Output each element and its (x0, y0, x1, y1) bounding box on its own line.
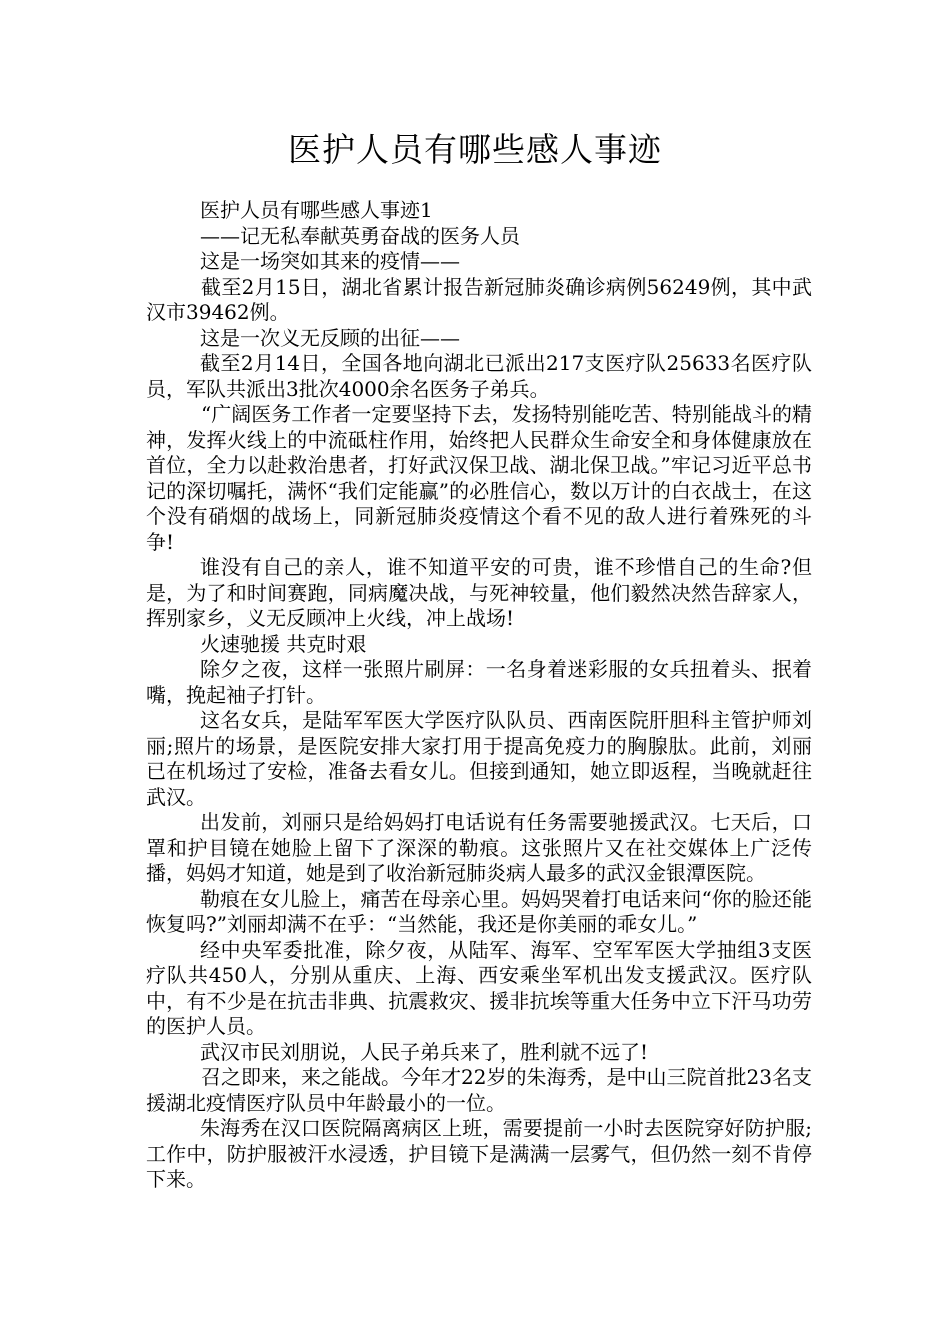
paragraph: 召之即来，来之能战。今年才22岁的朱海秀，是中山三院首批23名支援湖北疫情医疗队员中年龄最小的一位。 (146, 1065, 812, 1115)
paragraph: 勒痕在女儿脸上，痛苦在母亲心里。妈妈哭着打电话来问“你的脸还能恢复吗?”刘丽却满不在乎：“当然能，我还是你美丽的乖女儿。” (146, 886, 812, 936)
paragraph: 武汉市民刘朋说，人民子弟兵来了，胜利就不远了! (200, 1039, 649, 1064)
paragraph: 除夕之夜，这样一张照片刷屏：一名身着迷彩服的女兵扭着头、抿着嘴，挽起袖子打针。 (146, 657, 812, 707)
paragraph: 经中央军委批准，除夕夜，从陆军、海军、空军军医大学抽组3支医疗队共450人，分别从重庆、上海、西安乘坐军机出发支援武汉。医疗队中，有不少是在抗击非典、抗震救灾、援非抗埃等重大任务中立下汗马功劳的医护人员。 (146, 937, 812, 1038)
paragraph: 这名女兵，是陆军军医大学医疗队队员、西南医院肝胆科主管护师刘丽;照片的场景，是医院安排大家打用于提高免疫力的胸腺肽。此前，刘丽已在机场过了安检，准备去看女儿。但接到通知，她立即返程，当晚就赶往武汉。 (146, 708, 812, 809)
document-body (146, 198, 812, 1193)
paragraph: 谁没有自己的亲人，谁不知道平安的可贵，谁不珍惜自己的生命?但是，为了和时间赛跑，同病魔决战，与死神较量，他们毅然决然告辞家人，挥别家乡，义无反顾冲上火线，冲上战场! (146, 555, 812, 630)
paragraph: 出发前，刘丽只是给妈妈打电话说有任务需要驰援武汉。七天后，口罩和护目镜在她脸上留下了深深的勒痕。这张照片又在社交媒体上广泛传播，妈妈才知道，她是到了收治新冠肺炎病人最多的武汉金银潭医院。 (146, 810, 812, 885)
paragraph: 这是一场突如其来的疫情—— (200, 249, 460, 273)
paragraph: 截至2月14日，全国各地向湖北已派出217支医疗队25633名医疗队员，军队共派出3批次4000余名医务子弟兵。 (146, 351, 812, 401)
section-heading: 医护人员有哪些感人事迹1 (200, 198, 433, 222)
paragraph: “广阔医务工作者一定要坚持下去，发扬特别能吃苦、特别能战斗的精神，发挥火线上的中流砥柱作用，始终把人民群众生命安全和身体健康放在首位，全力以赴救治患者，打好武汉保卫战、湖北保卫战。”牢记习近平总书记的深切嘱托，满怀“我们定能赢”的必胜信心，数以万计的白衣战士，在这个没有硝烟的战场上，同新冠肺炎疫情这个看不见的敌人进行着殊死的斗争! (146, 402, 812, 554)
paragraph: 截至2月15日，湖北省累计报告新冠肺炎确诊病例56249例，其中武汉市39462例。 (146, 274, 812, 324)
subtitle-line: ——记无私奉献英勇奋战的医务人员 (200, 223, 520, 248)
subheading: 火速驰援 共克时艰 (200, 631, 367, 656)
paragraph: 朱海秀在汉口医院隔离病区上班，需要提前一小时去医院穿好防护服;工作中，防护服被汗水浸透，护目镜下是满满一层雾气，但仍然一刻不肯停下来。 (146, 1116, 812, 1191)
paragraph: 这是一次义无反顾的出征—— (200, 325, 460, 350)
document-title: 医护人员有哪些感人事迹 (288, 130, 662, 169)
